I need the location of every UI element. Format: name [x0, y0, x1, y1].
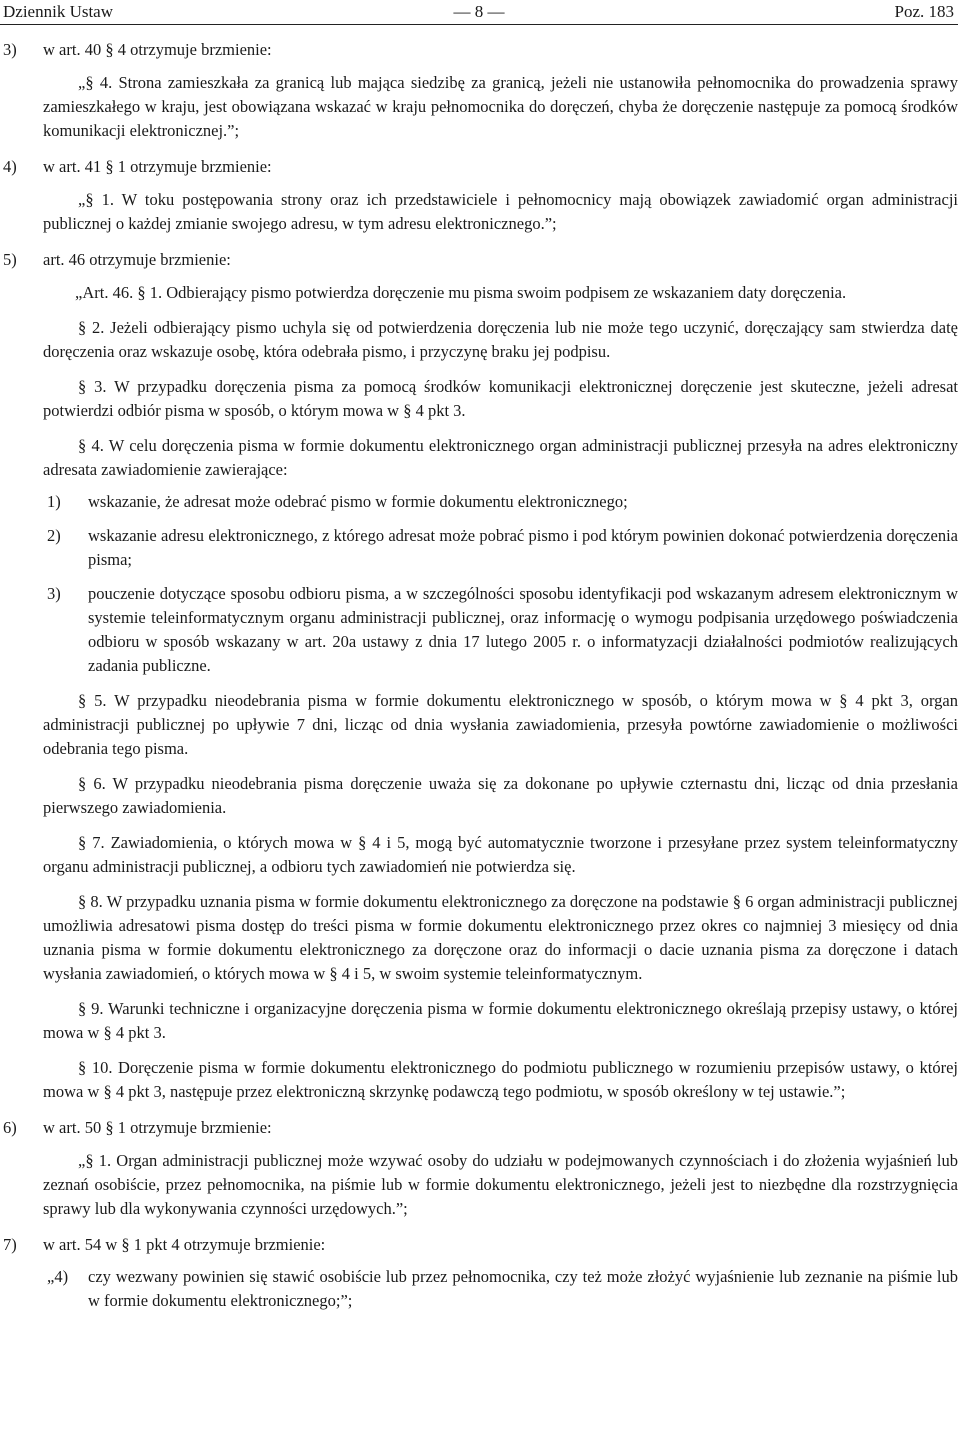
list-item [0, 490, 958, 514]
item-number: 7) [3, 1235, 17, 1254]
paragraph: § 7. Zawiadomienia, o których mowa w § 4 i 5, mogą być automatycznie tworzone i przesyłane przez system teleinformatyczny organu administracji publicznej, a odbioru tych zawiadomień nie potwierdza się. [43, 833, 958, 876]
list-item-text: pouczenie dotyczące sposobu odbioru pisma, a w szczególności sposobu identyfikacji pod wskazanym adresem elektronicznym w systemie teleinformatycznym organu administracji publicznej, oraz informację o wymogu podpisania urzędowego poświadczenia odbioru w sposób wskazany w art. 20a ustawy z dnia 17 lutego 2005 r. o informatyzacji działalności podmiotów realizujących zadania publiczne. [88, 584, 958, 675]
item-intro: w art. 41 § 1 otrzymuje brzmienie: [43, 157, 272, 176]
amendment-item-4 [0, 155, 958, 179]
item-number: 5) [3, 250, 17, 269]
list-item-number: 2) [47, 526, 61, 545]
list-item [0, 1265, 958, 1313]
paragraph: § 8. W przypadku uznania pisma w formie dokumentu elektronicznego za doręczone na podstawie § 6 organ administracji publicznej umożliwia adresatowi pisma dostęp do treści pisma w formie dokumentu elektronicznego przez okres co najmniej 3 miesięcy od dnia uznania pisma w formie dokumentu elektronicznego za doręczone oraz do informacji o dacie uznania pisma za doręczone i datach wysłania zawiadomień, o których mowa w § 4 i 5, w swoim systemie teleinformatycznym. [43, 892, 958, 983]
paragraph: § 4. W celu doręczenia pisma w formie dokumentu elektronicznego organ administracji publicznej przesyła na adres elektroniczny adresata zawiadomienie zawierające: [43, 436, 958, 479]
paragraph: § 10. Doręczenie pisma w formie dokumentu elektronicznego do podmiotu publicznego w rozumieniu przepisów ustawy, o której mowa w § 4 pkt 3, następuje przez elektroniczną skrzynkę podawczą tego podmiotu, w sposób określony w tej ustawie.”; [43, 1058, 958, 1101]
paragraph: „§ 4. Strona zamieszkała za granicą lub mająca siedzibę za granicą, jeżeli nie ustanowiła pełnomocnika do prowadzenia sprawy zamieszkałego w kraju, jest obowiązana wskazać w kraju pełnomocnika do doręczeń, chyba że doręczenie następuje za pomocą środków komunikacji elektronicznej.”; [43, 73, 958, 140]
list-item-text: wskazanie, że adresat może odebrać pismo w formie dokumentu elektronicznego; [88, 492, 628, 511]
amendment-item-6 [0, 1116, 958, 1140]
item-number: 6) [3, 1118, 17, 1137]
item-intro: art. 46 otrzymuje brzmienie: [43, 250, 231, 269]
item-number: 3) [3, 40, 17, 59]
item-intro: w art. 40 § 4 otrzymuje brzmienie: [43, 40, 272, 59]
amendment-item-5 [0, 248, 958, 272]
item-intro: w art. 50 § 1 otrzymuje brzmienie: [43, 1118, 272, 1137]
amendment-item-3 [0, 38, 958, 62]
list-item-number: 3) [47, 584, 61, 603]
paragraph: § 2. Jeżeli odbierający pismo uchyla się od potwierdzenia doręczenia lub nie może tego uczynić, doręczający sam stwierdza datę doręczenia oraz wskazuje osobę, która odebrała pismo, i przyczynę braku jej podpisu. [43, 318, 958, 361]
page-number: — 8 — [453, 2, 505, 21]
item-intro: w art. 54 w § 1 pkt 4 otrzymuje brzmienie: [43, 1235, 326, 1254]
amendment-item-7 [0, 1233, 958, 1257]
paragraph: § 6. W przypadku nieodebrania pisma doręczenie uważa się za dokonane po upływie czternastu dni, licząc od dnia przesłania pierwszego zawiadomienia. [43, 774, 958, 817]
list-item-text: wskazanie adresu elektronicznego, z którego adresat może pobrać pismo i pod którym powinien dokonać potwierdzenia doręczenia pisma; [88, 526, 958, 569]
item-number: 4) [3, 157, 17, 176]
document-body [0, 38, 958, 1313]
list-item-text: czy wezwany powinien się stawić osobiście lub przez pełnomocnika, czy też może złożyć wyjaśnienie lub zeznanie na piśmie lub w formie dokumentu elektronicznego;”; [88, 1267, 958, 1310]
position-number: Poz. 183 [894, 2, 954, 21]
paragraph: „§ 1. W toku postępowania strony oraz ich przedstawiciele i pełnomocnicy mają obowiązek zawiadomić organ administracji publicznej o każdej zmianie swojego adresu, w tym adresu elektronicznego.”; [43, 190, 958, 233]
paragraph: § 3. W przypadku doręczenia pisma za pomocą środków komunikacji elektronicznej doręczenie jest skuteczne, jeżeli adresat potwierdzi odbiór pisma w sposób, o którym mowa w § 4 pkt 3. [43, 377, 958, 420]
list-item [0, 582, 958, 678]
list-item-number: „4) [47, 1267, 69, 1286]
paragraph: § 9. Warunki techniczne i organizacyjne doręczenia pisma w formie dokumentu elektronicznego określają przepisy ustawy, o której mowa w § 4 pkt 3. [43, 999, 958, 1042]
page-header [0, 0, 958, 25]
list-item-number: 1) [47, 492, 61, 511]
list-item [0, 524, 958, 572]
journal-title: Dziennik Ustaw [3, 2, 114, 21]
paragraph: „§ 1. Organ administracji publicznej może wzywać osoby do udziału w podejmowanych czynnościach i do złożenia wyjaśnień lub zeznań osobiście, przez pełnomocnika, na piśmie lub w formie dokumentu elektronicznego, jeżeli jest to niezbędne dla rozstrzygnięcia sprawy lub dla wykonywania czynności urzędowych.”; [43, 1151, 958, 1218]
paragraph: „Art. 46. § 1. Odbierający pismo potwierdza doręczenie mu pisma swoim podpisem ze wskazaniem daty doręczenia. [75, 283, 847, 302]
paragraph: § 5. W przypadku nieodebrania pisma w formie dokumentu elektronicznego w sposób, o którym mowa w § 4 pkt 3, organ administracji publicznej po upływie 7 dni, licząc od dnia wysłania zawiadomienia, przesyła powtórne zawiadomienie o możliwości odebrania tego pisma. [43, 691, 958, 758]
